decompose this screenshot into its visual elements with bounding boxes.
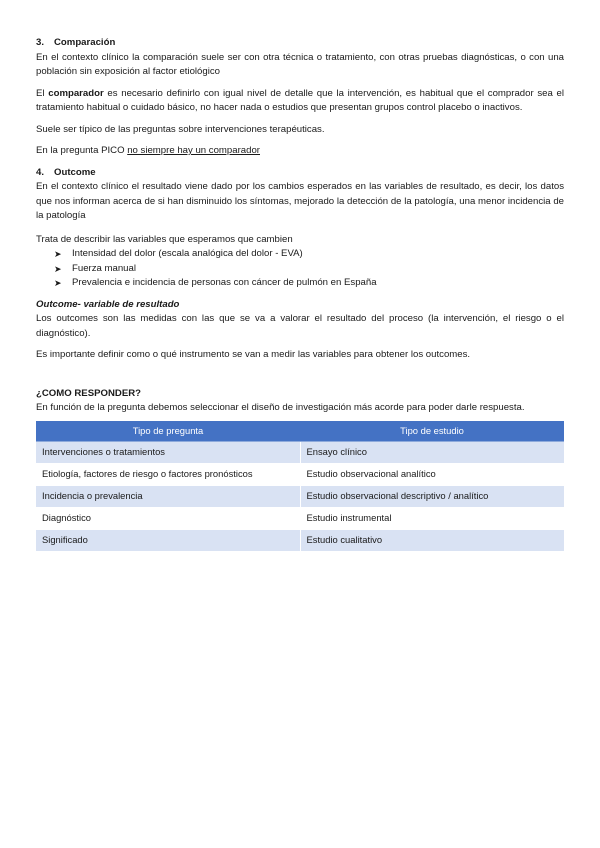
table-cell: Incidencia o prevalencia	[36, 486, 300, 508]
table-cell: Estudio instrumental	[300, 508, 564, 530]
section-4-paragraph-3: Es importante definir como o qué instrumento se van a medir las variables para obtener los outcomes.	[36, 349, 471, 360]
para-4-lead: En la pregunta PICO	[36, 145, 128, 156]
table-row	[36, 530, 564, 552]
comparador-term: comparador	[48, 87, 104, 99]
section-3-paragraph-2	[36, 87, 564, 116]
study-design-table	[36, 421, 564, 553]
section-3-paragraph-4	[36, 144, 564, 159]
table-row	[36, 486, 564, 508]
list-item: ➤ Fuerza manual	[54, 262, 564, 277]
no-comparador-note: no siempre hay un comparador	[127, 145, 260, 156]
variables-list	[36, 247, 564, 291]
section-3-paragraph-1: En el contexto clínico la comparación suele ser con otra técnica o tratamiento, con otras pruebas diagnósticas, o con una población sin exposición al factor etiológico	[36, 51, 564, 77]
table-header-row	[36, 421, 564, 442]
list-item: ➤ Intensidad del dolor (escala analógica del dolor - EVA)	[54, 247, 564, 262]
section-4-heading	[36, 166, 564, 181]
section-4-paragraph-2: Los outcomes son las medidas con las que se va a valorar el resultado del proceso (la intervención, el riesgo o el diagnóstico).	[36, 313, 564, 339]
section-3-paragraph-3: Suele ser típico de las preguntas sobre intervenciones terapéuticas.	[36, 123, 325, 135]
variables-list-intro: Trata de describir las variables que esperamos que cambien	[36, 233, 293, 245]
como-responder-intro: En función de la pregunta debemos seleccionar el diseño de investigación más acorde para poder darle respuesta.	[36, 402, 525, 413]
table-cell: Estudio observacional analítico	[300, 464, 564, 486]
table-cell: Etiología, factores de riesgo o factores pronósticos	[36, 464, 300, 486]
section-3-heading	[36, 36, 564, 51]
para-2-lead: El	[36, 87, 49, 99]
section-3-title: Comparación	[54, 37, 116, 48]
header-tipo-pregunta: Tipo de pregunta	[36, 421, 300, 442]
header-tipo-estudio: Tipo de estudio	[300, 421, 564, 442]
outcome-subheading: Outcome- variable de resultado	[36, 298, 180, 310]
table-cell: Estudio cualitativo	[300, 530, 564, 552]
arrow-bullet-icon: ➤	[54, 278, 62, 288]
table-cell: Estudio observacional descriptivo / analítico	[300, 486, 564, 508]
para-2-rest: es necesario definirlo con igual nivel de detalle que la intervención, es habitual que el comprador sea el tratamiento habitual o cuidado básico, no hacer nada o estudios que presentan grupos control placebo o inactivos.	[36, 87, 565, 113]
section-4-number: 4.	[36, 166, 45, 178]
document-page	[36, 36, 564, 552]
table-cell: Ensayo clínico	[300, 442, 564, 464]
arrow-bullet-icon: ➤	[54, 263, 62, 274]
table-row	[36, 442, 564, 464]
table-cell: Diagnóstico	[36, 508, 300, 530]
table-cell: Significado	[36, 530, 300, 552]
section-4-paragraph-1: En el contexto clínico el resultado viene dado por los cambios esperados en las variables de resultado, es decir, los datos que nos informan acerca de si han disminuido los síntomas, mejorado la detección de la patología, una menor incidencia de la patología	[36, 181, 564, 221]
como-responder-heading: ¿COMO RESPONDER?	[36, 387, 142, 399]
section-3-number: 3.	[36, 37, 45, 48]
arrow-bullet-icon: ➤	[54, 249, 62, 259]
table-row	[36, 508, 564, 530]
table-row	[36, 464, 564, 486]
table-cell: Intervenciones o tratamientos	[36, 442, 300, 464]
list-item: ➤ Prevalencia e incidencia de personas con cáncer de pulmón en España	[54, 276, 564, 291]
section-4-title: Outcome	[54, 166, 96, 178]
